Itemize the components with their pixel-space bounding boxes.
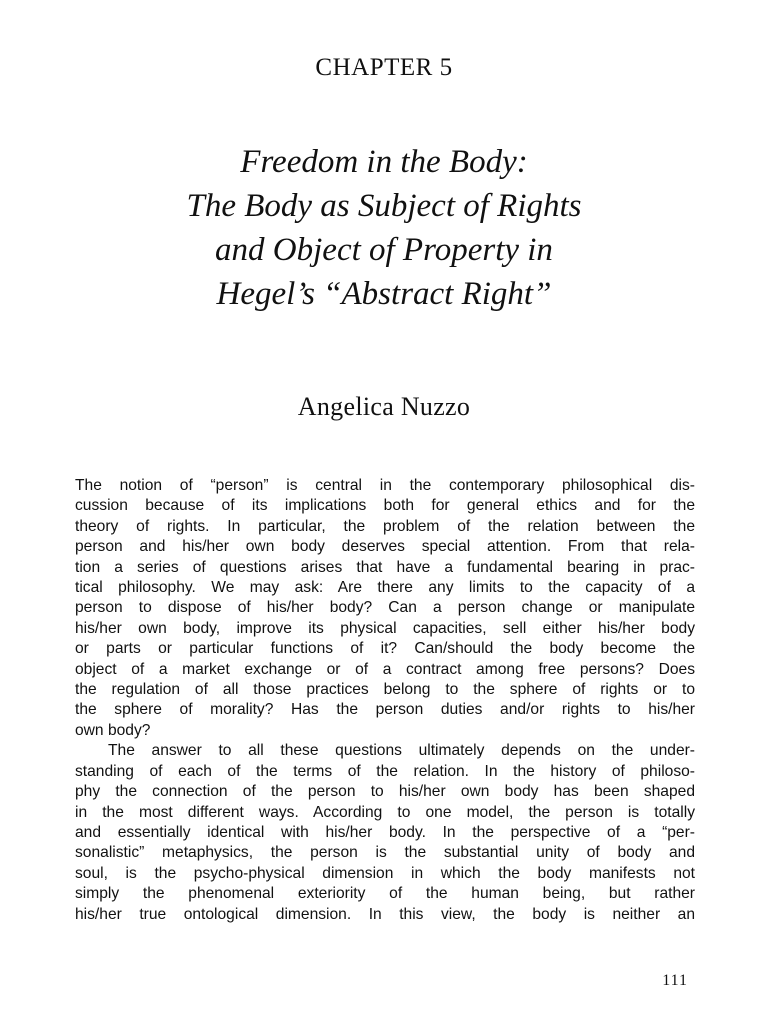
title-line: Hegel’s “Abstract Right” xyxy=(216,276,552,312)
text-line: standing of each of the terms of the relation. In the history of philoso- xyxy=(75,762,695,780)
text-line: the regulation of all those practices belong to the sphere of rights or to xyxy=(75,681,695,699)
paragraph-1 xyxy=(75,476,695,741)
text-line: own body? xyxy=(75,721,151,739)
text-line: theory of rights. In particular, the problem of the relation between the xyxy=(75,517,695,535)
text-line: sonalistic” metaphysics, the person is the substantial unity of body and xyxy=(75,844,695,862)
text-line: phy the connection of the person to his/her own body has been shaped xyxy=(75,783,695,801)
page-number: 111 xyxy=(662,972,688,989)
title-line: The Body as Subject of Rights xyxy=(186,188,582,224)
text-line: soul, is the psycho-physical dimension in which the body manifests not xyxy=(75,864,695,882)
text-line: and essentially identical with his/her body. In the perspective of a “per- xyxy=(75,823,695,841)
title-line: and Object of Property in xyxy=(215,232,553,268)
text-line: his/her own body, improve its physical capacities, sell either his/her body xyxy=(75,619,695,637)
text-line: his/her true ontological dimension. In this view, the body is neither an xyxy=(75,905,695,923)
text-line: person and his/her own body deserves special attention. From that rela- xyxy=(75,538,695,556)
text-line: cussion because of its implications both for general ethics and for the xyxy=(75,497,695,515)
text-line: or parts or particular functions of it? Can/should the body become the xyxy=(75,640,695,658)
chapter-title xyxy=(0,140,768,316)
chapter-label: CHAPTER 5 xyxy=(315,54,453,81)
text-line: The notion of “person” is central in the contemporary philosophical dis- xyxy=(75,477,695,494)
text-line: The answer to all these questions ultimately depends on the under- xyxy=(108,742,695,760)
text-line: simply the phenomenal exteriority of the human being, but rather xyxy=(75,885,695,903)
author-name: Angelica Nuzzo xyxy=(297,392,471,421)
text-line: tical philosophy. We may ask: Are there any limits to the capacity of a xyxy=(75,579,695,597)
text-line: person to dispose of his/her body? Can a person change or manipulate xyxy=(75,599,695,617)
text-line: object of a market exchange or of a contract among free persons? Does xyxy=(75,660,695,678)
text-line: in the most different ways. According to one model, the person is totally xyxy=(75,803,695,821)
body-text xyxy=(75,476,695,925)
paragraph-2 xyxy=(75,741,695,925)
text-line: tion a series of questions arises that have a fundamental bearing in prac- xyxy=(75,558,695,576)
text-line: the sphere of morality? Has the person duties and/or rights to his/her xyxy=(75,701,695,719)
title-line: Freedom in the Body: xyxy=(240,144,528,180)
